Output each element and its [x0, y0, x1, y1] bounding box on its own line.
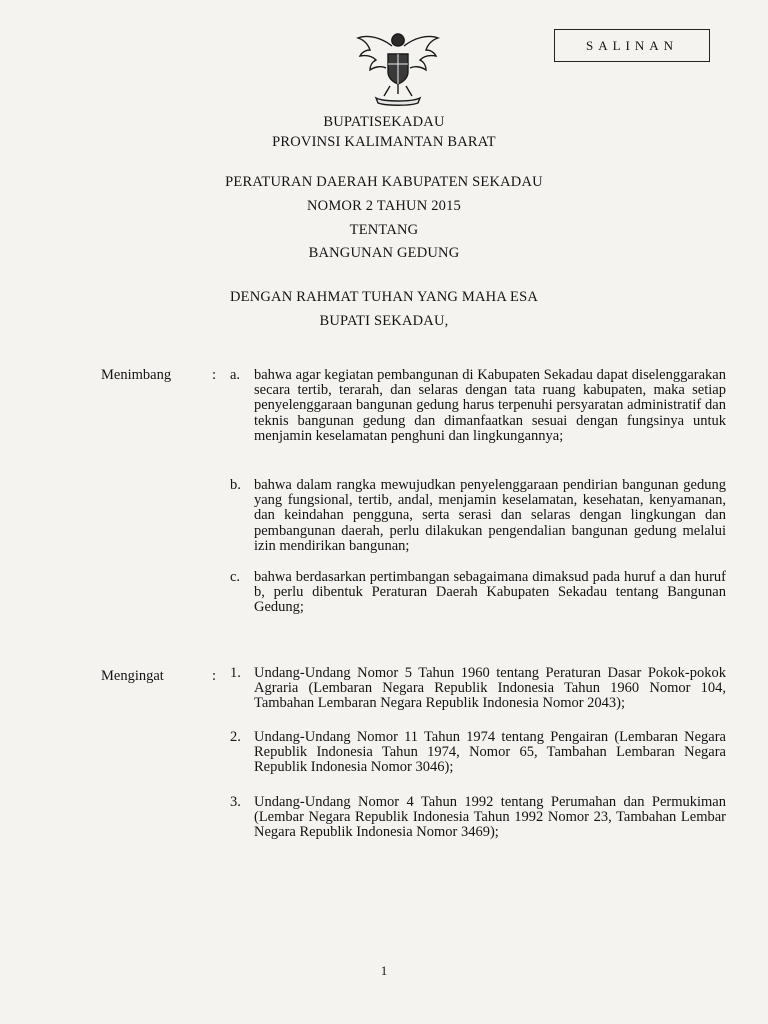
list-item — [230, 570, 726, 616]
list-text: bahwa dalam rangka mewujudkan penyelenggaraan pendirian bangunan gedung yang fungsional, tertib, andal, menjamin keselamatan, kesehatan, kenyamanan, dan keindahan pengguna, serta serasi dan selaras dengan lingkungan dan pembangunan daerah, perlu dilakukan pengendalian bangunan gedung melalui izin mendirikan bangunan; — [254, 477, 726, 554]
mengingat-label: Mengingat — [101, 668, 164, 684]
list-text: Undang-Undang Nomor 5 Tahun 1960 tentang Peraturan Dasar Pokok-pokok Agraria (Lembaran Negara Republik Indonesia Tahun 1960 Nomor 104, Tambahan Lembaran Negara Republik Indonesia Nomor 2043); — [254, 665, 726, 712]
list-marker: c. — [230, 569, 241, 585]
list-text: bahwa berdasarkan pertimbangan sebagaimana dimaksud pada huruf a dan huruf b, perlu dibentuk Peraturan Daerah Kabupaten Sekadau tentang Bangunan Gedung; — [254, 569, 726, 616]
menimbang-colon: : — [212, 367, 217, 383]
list-text: Undang-Undang Nomor 4 Tahun 1992 tentang Perumahan dan Permukiman (Lembar Negara Republik Indonesia Tahun 1992 Nomor 23, Tambahan Lembar Negara Republik Indonesia Nomor 3469); — [254, 794, 726, 841]
regulation-number: NOMOR 2 TAHUN 2015 — [306, 198, 462, 214]
mengingat-colon: : — [212, 668, 217, 684]
menimbang-label: Menimbang — [101, 367, 172, 383]
preamble-line: DENGAN RAHMAT TUHAN YANG MAHA ESA — [229, 289, 539, 305]
list-item — [230, 666, 726, 712]
list-marker: b. — [230, 477, 241, 493]
list-marker: a. — [230, 367, 241, 383]
list-text: bahwa agar kegiatan pembangunan di Kabupaten Sekadau dapat diselenggarakan secara tertib, terarah, dan selaras dengan tata ruang kabupaten, maka setiap penyelenggaraan bangunan gedung harus terpenuhi persyaratan administratif dan teknis bangunan gedung dan dimanfaatkan sesuai dengan fungsinya untuk menjamin keselamatan penghuni dan lingkungannya; — [254, 367, 726, 444]
page-number: 1 — [380, 963, 388, 978]
regent-title: BUPATISEKADAU — [323, 114, 445, 130]
regulation-title: PERATURAN DAERAH KABUPATEN SEKADAU — [225, 174, 543, 190]
list-text: Undang-Undang Nomor 11 Tahun 1974 tentang Pengairan (Lembaran Negara Republik Indonesia Tahun 1974, Nomor 65, Tambahan Lembaran Negara Republik Indonesia Nomor 3046); — [254, 729, 726, 776]
regulation-subject: BANGUNAN GEDUNG — [308, 245, 460, 261]
list-marker: 2. — [230, 729, 241, 745]
list-marker: 1. — [230, 665, 241, 681]
garuda-emblem-icon — [354, 28, 442, 108]
province-title: PROVINSI KALIMANTAN BARAT — [272, 134, 496, 150]
list-marker: 3. — [230, 794, 241, 810]
salinan-stamp: SALINAN — [554, 29, 710, 62]
regent-name-line: BUPATI SEKADAU, — [319, 313, 449, 329]
regulation-about: TENTANG — [349, 222, 419, 238]
list-item — [230, 478, 726, 554]
list-item — [230, 730, 726, 776]
list-item — [230, 368, 726, 444]
list-item — [230, 795, 726, 841]
